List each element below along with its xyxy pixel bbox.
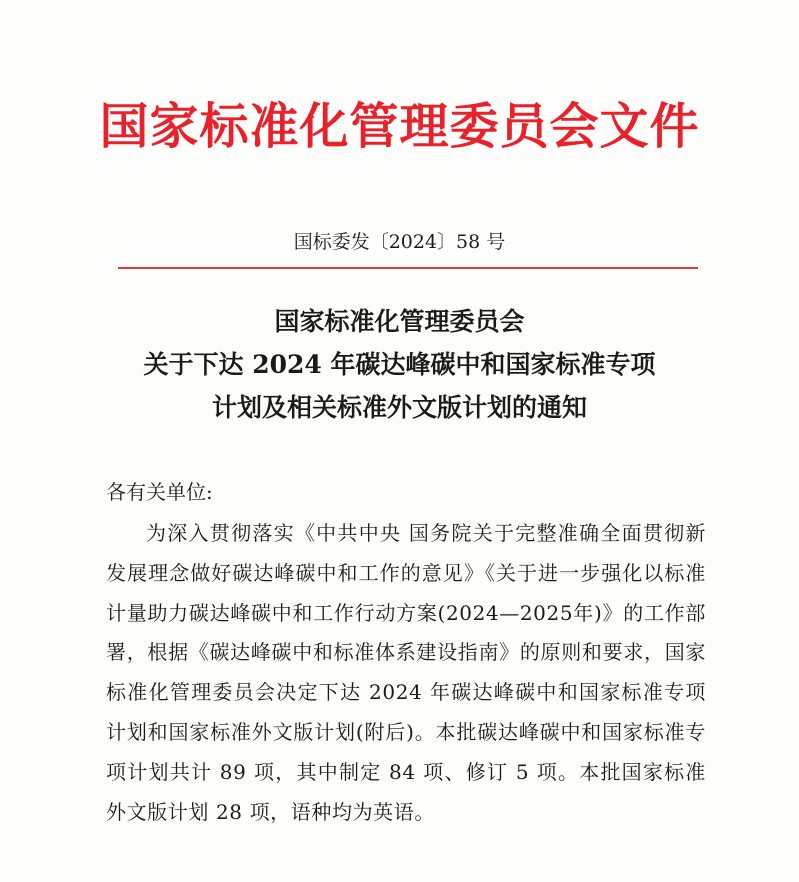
notice-title (0, 300, 799, 429)
issuer-header-title: 国家标准化管理委员会文件 (99, 97, 700, 155)
document-number: 国标委发〔2024〕58 号 (293, 231, 506, 253)
salutation: 各有关单位: (106, 480, 213, 504)
notice-title-line-2: 关于下达 2024 年碳达峰碳中和国家标准专项 (143, 350, 656, 379)
notice-title-line-1: 国家标准化管理委员会 (274, 307, 525, 336)
body-paragraph: 为深入贯彻落实《中共中央 国务院关于完整准确全面贯彻新发展理念做好碳达峰碳中和工作的意见》《关于进一步强化以标准计量助力碳达峰碳中和工作行动方案(2024—2025年)》的工作部署，根据《碳达峰碳中和标准体系建设指南》的原则和要求，国家标准化管理委员会决定下达 2024 年碳达峰碳中和国家标准专项计划和国家标准外文版计划(附后)。本批碳达峰碳中和国家标准专项计划共计 89 项，其中制定 84 项、修订 5 项。本批国家标准外文版计划 28 项，语种均为英语。 (106, 521, 706, 824)
red-divider-line (118, 267, 698, 269)
notice-title-line-3: 计划及相关标准外文版计划的通知 (211, 393, 587, 422)
